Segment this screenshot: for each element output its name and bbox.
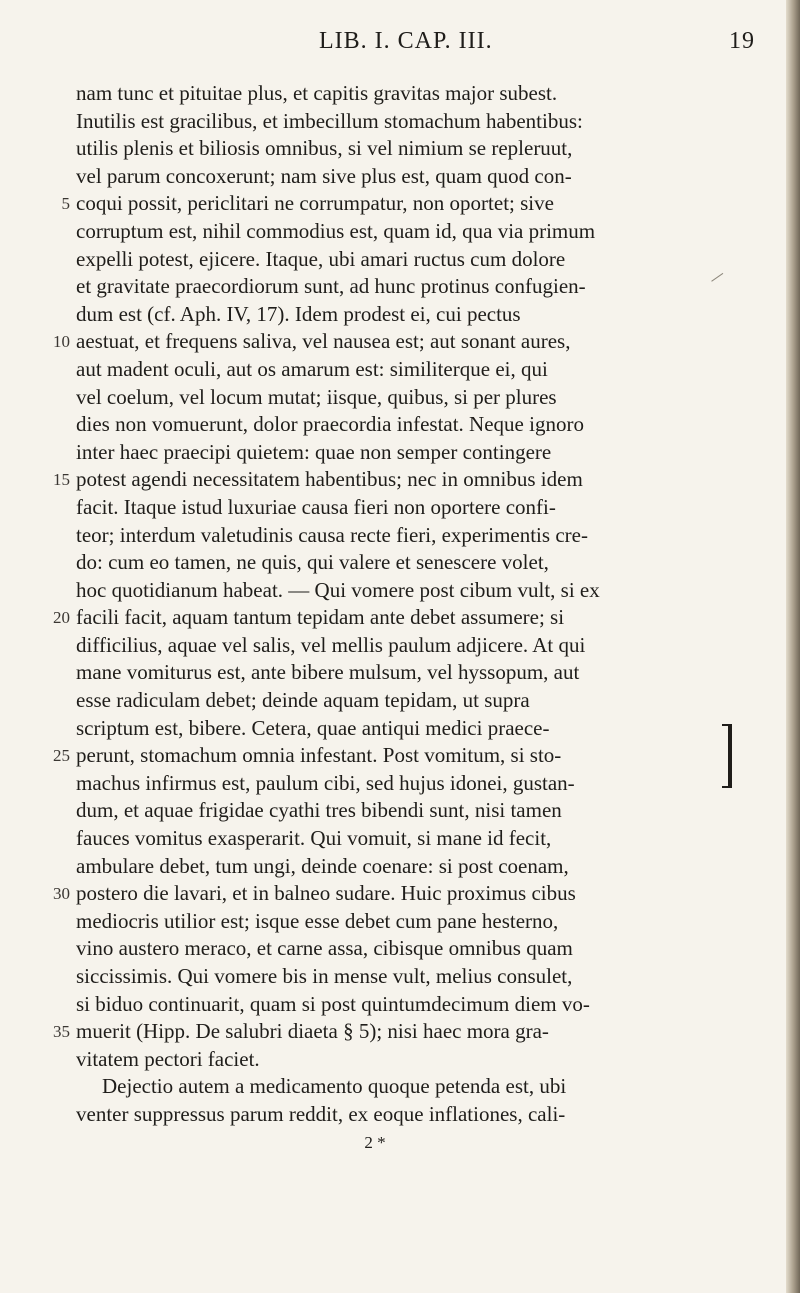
text-line — [40, 328, 780, 356]
line-text: difficilius, aquae vel salis, vel mellis paulum adjicere. At qui — [76, 632, 586, 657]
text-line — [40, 246, 780, 274]
page-edge — [786, 0, 800, 1293]
line-text: ambulare debet, tum ungi, deinde coenare: si post coenam, — [76, 853, 569, 878]
line-text: dies non vomuerunt, dolor praecordia infestat. Neque ignoro — [76, 412, 584, 437]
line-text: teor; interdum valetudinis causa recte fieri, experimentis cre- — [76, 522, 588, 547]
line-number: 15 — [53, 470, 70, 490]
text-line — [40, 494, 780, 522]
line-number: 10 — [53, 332, 70, 352]
text-line — [40, 825, 780, 853]
line-text: postero die lavari, et in balneo sudare. Huic proximus cibus — [76, 881, 576, 906]
text-line — [40, 301, 780, 329]
line-text: Dejectio autem a medicamento quoque petenda est, ubi — [102, 1074, 567, 1099]
text-line — [40, 1046, 780, 1074]
line-text: aestuat, et frequens saliva, vel nausea est; aut sonant aures, — [76, 329, 571, 354]
line-number: 5 — [61, 194, 70, 214]
line-text: scriptum est, bibere. Cetera, quae antiqui medici praece- — [76, 715, 550, 740]
text-line — [40, 522, 780, 550]
line-text: do: cum eo tamen, ne quis, qui valere et senescere volet, — [76, 550, 549, 575]
signature-line — [40, 1129, 780, 1157]
text-line — [40, 80, 780, 108]
line-text: vel coelum, vel locum mutat; iisque, quibus, si per plures — [76, 384, 557, 409]
text-line — [40, 218, 780, 246]
text-line — [40, 577, 780, 605]
text-line — [40, 659, 780, 687]
text-line — [40, 963, 780, 991]
line-text: machus infirmus est, paulum cibi, sed hujus idonei, gustan- — [76, 770, 575, 795]
line-text: mediocris utilior est; isque esse debet cum pane hesterno, — [76, 908, 559, 933]
text-line — [40, 935, 780, 963]
line-text: et gravitate praecordiorum sunt, ad hunc protinus confugien- — [76, 274, 586, 299]
line-text: fauces vomitus exasperarit. Qui vomuit, si mane id fecit, — [76, 826, 552, 851]
text-line — [40, 1018, 780, 1046]
line-text: dum, et aquae frigidae cyathi tres bibendi sunt, nisi tamen — [76, 798, 562, 823]
line-text: mane vomiturus est, ante bibere mulsum, vel hyssopum, aut — [76, 660, 580, 685]
line-text: vitatem pectori faciet. — [76, 1046, 260, 1071]
line-text: vel parum concoxerunt; nam sive plus est, quam quod con- — [76, 163, 572, 188]
line-text: corruptum est, nihil commodius est, quam id, qua via primum — [76, 218, 596, 243]
text-line — [40, 797, 780, 825]
running-title: LIB. I. CAP. III. — [319, 28, 493, 54]
line-number: 35 — [53, 1022, 70, 1042]
line-text: facili facit, aquam tantum tepidam ante debet assumere; si — [76, 605, 565, 630]
text-line — [40, 466, 780, 494]
line-number: 25 — [53, 746, 70, 766]
text-line — [40, 1101, 780, 1129]
text-line — [40, 632, 780, 660]
text-line — [40, 715, 780, 743]
text-line — [40, 439, 780, 467]
text-line — [40, 411, 780, 439]
line-text: dum est (cf. Aph. IV, 17). Idem prodest ei, cui pectus — [76, 301, 521, 326]
margin-bracket — [722, 724, 732, 788]
line-text: Inutilis est gracilibus, et imbecillum stomachum habentibus: — [76, 108, 583, 133]
line-text: nam tunc et pituitae plus, et capitis gravitas major subest. — [76, 81, 558, 105]
line-text: aut madent oculi, aut os amarum est: similiterque ei, qui — [76, 356, 548, 381]
text-line — [40, 549, 780, 577]
text-line — [40, 742, 780, 770]
text-line — [40, 163, 780, 191]
text-line — [40, 273, 780, 301]
text-line — [40, 908, 780, 936]
page-header — [0, 28, 780, 68]
text-line — [40, 604, 780, 632]
body-text — [40, 80, 780, 1156]
signature-mark: 2 * — [364, 1132, 386, 1152]
line-text: siccissimis. Qui vomere bis in mense vult, melius consulet, — [76, 964, 573, 988]
line-text: perunt, stomachum omnia infestant. Post vomitum, si sto- — [76, 743, 562, 768]
line-text: coqui possit, periclitari ne corrumpatur, non oportet; sive — [76, 191, 554, 216]
line-text: hoc quotidianum habeat. — Qui vomere post cibum vult, si ex — [76, 577, 600, 602]
text-line — [40, 991, 780, 1019]
line-text: facit. Itaque istud luxuriae causa fieri non oportere confi- — [76, 494, 556, 519]
text-line — [40, 770, 780, 798]
line-text: muerit (Hipp. De salubri diaeta § 5); nisi haec mora gra- — [76, 1019, 549, 1044]
text-line — [40, 384, 780, 412]
text-line — [40, 135, 780, 163]
text-line — [40, 190, 780, 218]
line-number: 30 — [53, 884, 70, 904]
text-line — [40, 880, 780, 908]
line-text: venter suppressus parum reddit, ex eoque inflationes, cali- — [76, 1101, 566, 1126]
text-line — [40, 853, 780, 881]
page-number: 19 — [729, 28, 755, 54]
text-line — [40, 356, 780, 384]
line-text: inter haec praecipi quietem: quae non semper contingere — [76, 439, 552, 464]
line-number: 20 — [53, 608, 70, 628]
line-text: utilis plenis et biliosis omnibus, si vel nimium se repleruut, — [76, 136, 573, 161]
text-line — [40, 1073, 780, 1101]
line-text: si biduo continuarit, quam si post quintumdecimum diem vo- — [76, 991, 590, 1016]
line-text: expelli potest, ejicere. Itaque, ubi amari ructus cum dolore — [76, 246, 566, 271]
text-line — [40, 108, 780, 136]
text-line — [40, 687, 780, 715]
line-text: potest agendi necessitatem habentibus; nec in omnibus idem — [76, 467, 583, 492]
line-text: esse radiculam debet; deinde aquam tepidam, ut supra — [76, 688, 530, 713]
line-text: vino austero meraco, et carne assa, cibisque omnibus quam — [76, 936, 573, 961]
